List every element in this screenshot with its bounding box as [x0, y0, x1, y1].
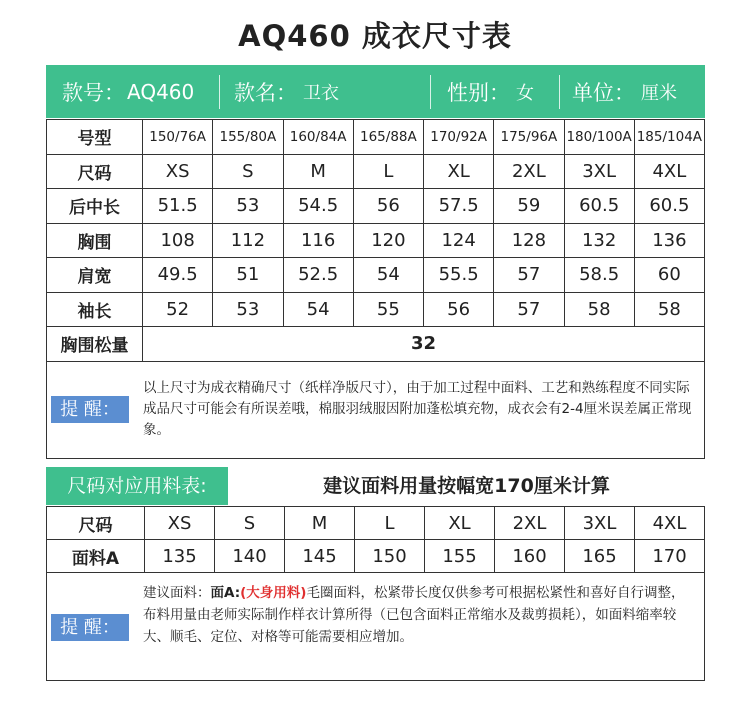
table-cell: XL: [424, 154, 494, 189]
table-cell: 160: [495, 540, 565, 573]
style-name-label: 款名：: [234, 80, 297, 105]
note-text: [143, 582, 695, 648]
table-cell: 55: [353, 292, 423, 327]
size-table: [46, 119, 705, 362]
note-badge: 提 醒：: [51, 614, 129, 641]
style-name-value: 卫衣: [303, 82, 339, 104]
table-cell: 185/104A: [634, 120, 704, 155]
table-cell: 53: [213, 292, 283, 327]
table-cell: 175/96A: [494, 120, 564, 155]
highlight-text: (大身用料): [240, 585, 307, 601]
table-cell: 59: [494, 189, 564, 224]
table-cell: 150: [355, 540, 425, 573]
table-row: [47, 189, 705, 224]
table-cell: 3XL: [565, 507, 635, 540]
table-cell: L: [353, 154, 423, 189]
table-cell: 58.5: [564, 258, 634, 293]
table-cell: 57.5: [424, 189, 494, 224]
row-label: 肩宽: [47, 258, 143, 293]
table-cell: 180/100A: [564, 120, 634, 155]
header-bar: [46, 65, 705, 118]
table-row: [47, 120, 705, 155]
table-cell: 128: [494, 223, 564, 258]
fabric-section-heading: 建议面料用量按幅宽170厘米计算: [323, 475, 610, 497]
table-cell: M: [283, 154, 353, 189]
row-label: 面料A: [47, 540, 145, 573]
table-cell: 58: [564, 292, 634, 327]
table-cell: S: [215, 507, 285, 540]
table-cell: 3XL: [564, 154, 634, 189]
table-cell: 135: [145, 540, 215, 573]
table-cell: 116: [283, 223, 353, 258]
table-cell: 52.5: [283, 258, 353, 293]
style-no-cell: [46, 65, 219, 118]
style-no-label: 款号：: [62, 80, 125, 105]
unit-value: 厘米: [641, 82, 677, 104]
fabric-section-header: [46, 467, 705, 505]
table-cell: 60.5: [634, 189, 704, 224]
table-row: [47, 540, 705, 573]
row-label: 号型: [47, 120, 143, 155]
table-row: [47, 507, 705, 540]
style-name-cell: [220, 65, 430, 118]
row-label: 胸围: [47, 223, 143, 258]
table-cell: 56: [424, 292, 494, 327]
table-cell: 52: [143, 292, 213, 327]
row-label: 胸围松量: [47, 327, 143, 362]
table-cell: 170: [635, 540, 705, 573]
note-box: [46, 572, 705, 681]
table-cell: 60.5: [564, 189, 634, 224]
table-row: [47, 292, 705, 327]
table-cell: 57: [494, 292, 564, 327]
table-cell: 55.5: [424, 258, 494, 293]
row-label: 尺码: [47, 154, 143, 189]
table-cell: 56: [353, 189, 423, 224]
row-label: 袖长: [47, 292, 143, 327]
note-badge: 提 醒：: [51, 396, 129, 423]
fabric-a-label: 面A:: [210, 585, 241, 601]
table-cell: 150/76A: [143, 120, 213, 155]
table-cell: XS: [145, 507, 215, 540]
table-cell: 120: [353, 223, 423, 258]
table-cell: 155: [425, 540, 495, 573]
gender-value: 女: [516, 82, 534, 104]
table-cell: 51.5: [143, 189, 213, 224]
table-row: [47, 258, 705, 293]
note-text: 以上尺寸为成衣精确尺寸（纸样净版尺寸），由于加工过程中面料、工艺和熟练程度不同实际成品尺寸可能会有所误差哦，棉服羽绒服因附加蓬松填充物，成衣会有2-4厘米误差属正常现象。: [143, 380, 692, 438]
table-row: [47, 327, 705, 362]
row-label: 尺码: [47, 507, 145, 540]
table-cell: 4XL: [635, 507, 705, 540]
table-cell: 60: [634, 258, 704, 293]
table-cell: 108: [143, 223, 213, 258]
table-cell: 145: [285, 540, 355, 573]
table-cell: XS: [143, 154, 213, 189]
note-prefix: 建议面料：: [143, 585, 211, 601]
table-cell: S: [213, 154, 283, 189]
table-cell: 112: [213, 223, 283, 258]
fabric-section-label: 尺码对应用料表:: [46, 467, 228, 505]
table-cell: 58: [634, 292, 704, 327]
fabric-table: [46, 506, 705, 573]
table-cell: M: [285, 507, 355, 540]
table-cell: 54.5: [283, 189, 353, 224]
table-cell: 54: [283, 292, 353, 327]
table-cell: 170/92A: [424, 120, 494, 155]
style-no-value: AQ460: [127, 79, 195, 104]
table-cell: 165: [565, 540, 635, 573]
note-body: 毛圈面料，松紧带长度仅供参考可根据松紧性和喜好自行调整，布料用量由老师实际制作样衣计算所得（已包含面料正常缩水及裁剪损耗），如面料缩率较大、顺毛、定位、对格等可能需要相应增加。: [143, 585, 685, 645]
gender-label: 性别：: [447, 80, 510, 105]
ease-value: 32: [143, 327, 705, 362]
table-cell: 53: [213, 189, 283, 224]
table-row: [47, 154, 705, 189]
table-cell: 2XL: [495, 507, 565, 540]
table-cell: 4XL: [634, 154, 704, 189]
table-cell: 57: [494, 258, 564, 293]
table-cell: 54: [353, 258, 423, 293]
table-cell: 49.5: [143, 258, 213, 293]
table-cell: L: [355, 507, 425, 540]
table-cell: XL: [425, 507, 495, 540]
unit-cell: [560, 65, 704, 118]
row-label: 后中长: [47, 189, 143, 224]
table-cell: 155/80A: [213, 120, 283, 155]
table-cell: 136: [634, 223, 704, 258]
table-cell: 2XL: [494, 154, 564, 189]
unit-label: 单位：: [572, 80, 635, 105]
table-cell: 132: [564, 223, 634, 258]
table-cell: 51: [213, 258, 283, 293]
table-row: [47, 223, 705, 258]
table-cell: 124: [424, 223, 494, 258]
page-title: AQ460 成衣尺寸表: [238, 19, 512, 53]
table-cell: 165/88A: [353, 120, 423, 155]
gender-cell: [431, 65, 559, 118]
table-cell: 140: [215, 540, 285, 573]
table-cell: 160/84A: [283, 120, 353, 155]
note-box: [46, 360, 705, 459]
